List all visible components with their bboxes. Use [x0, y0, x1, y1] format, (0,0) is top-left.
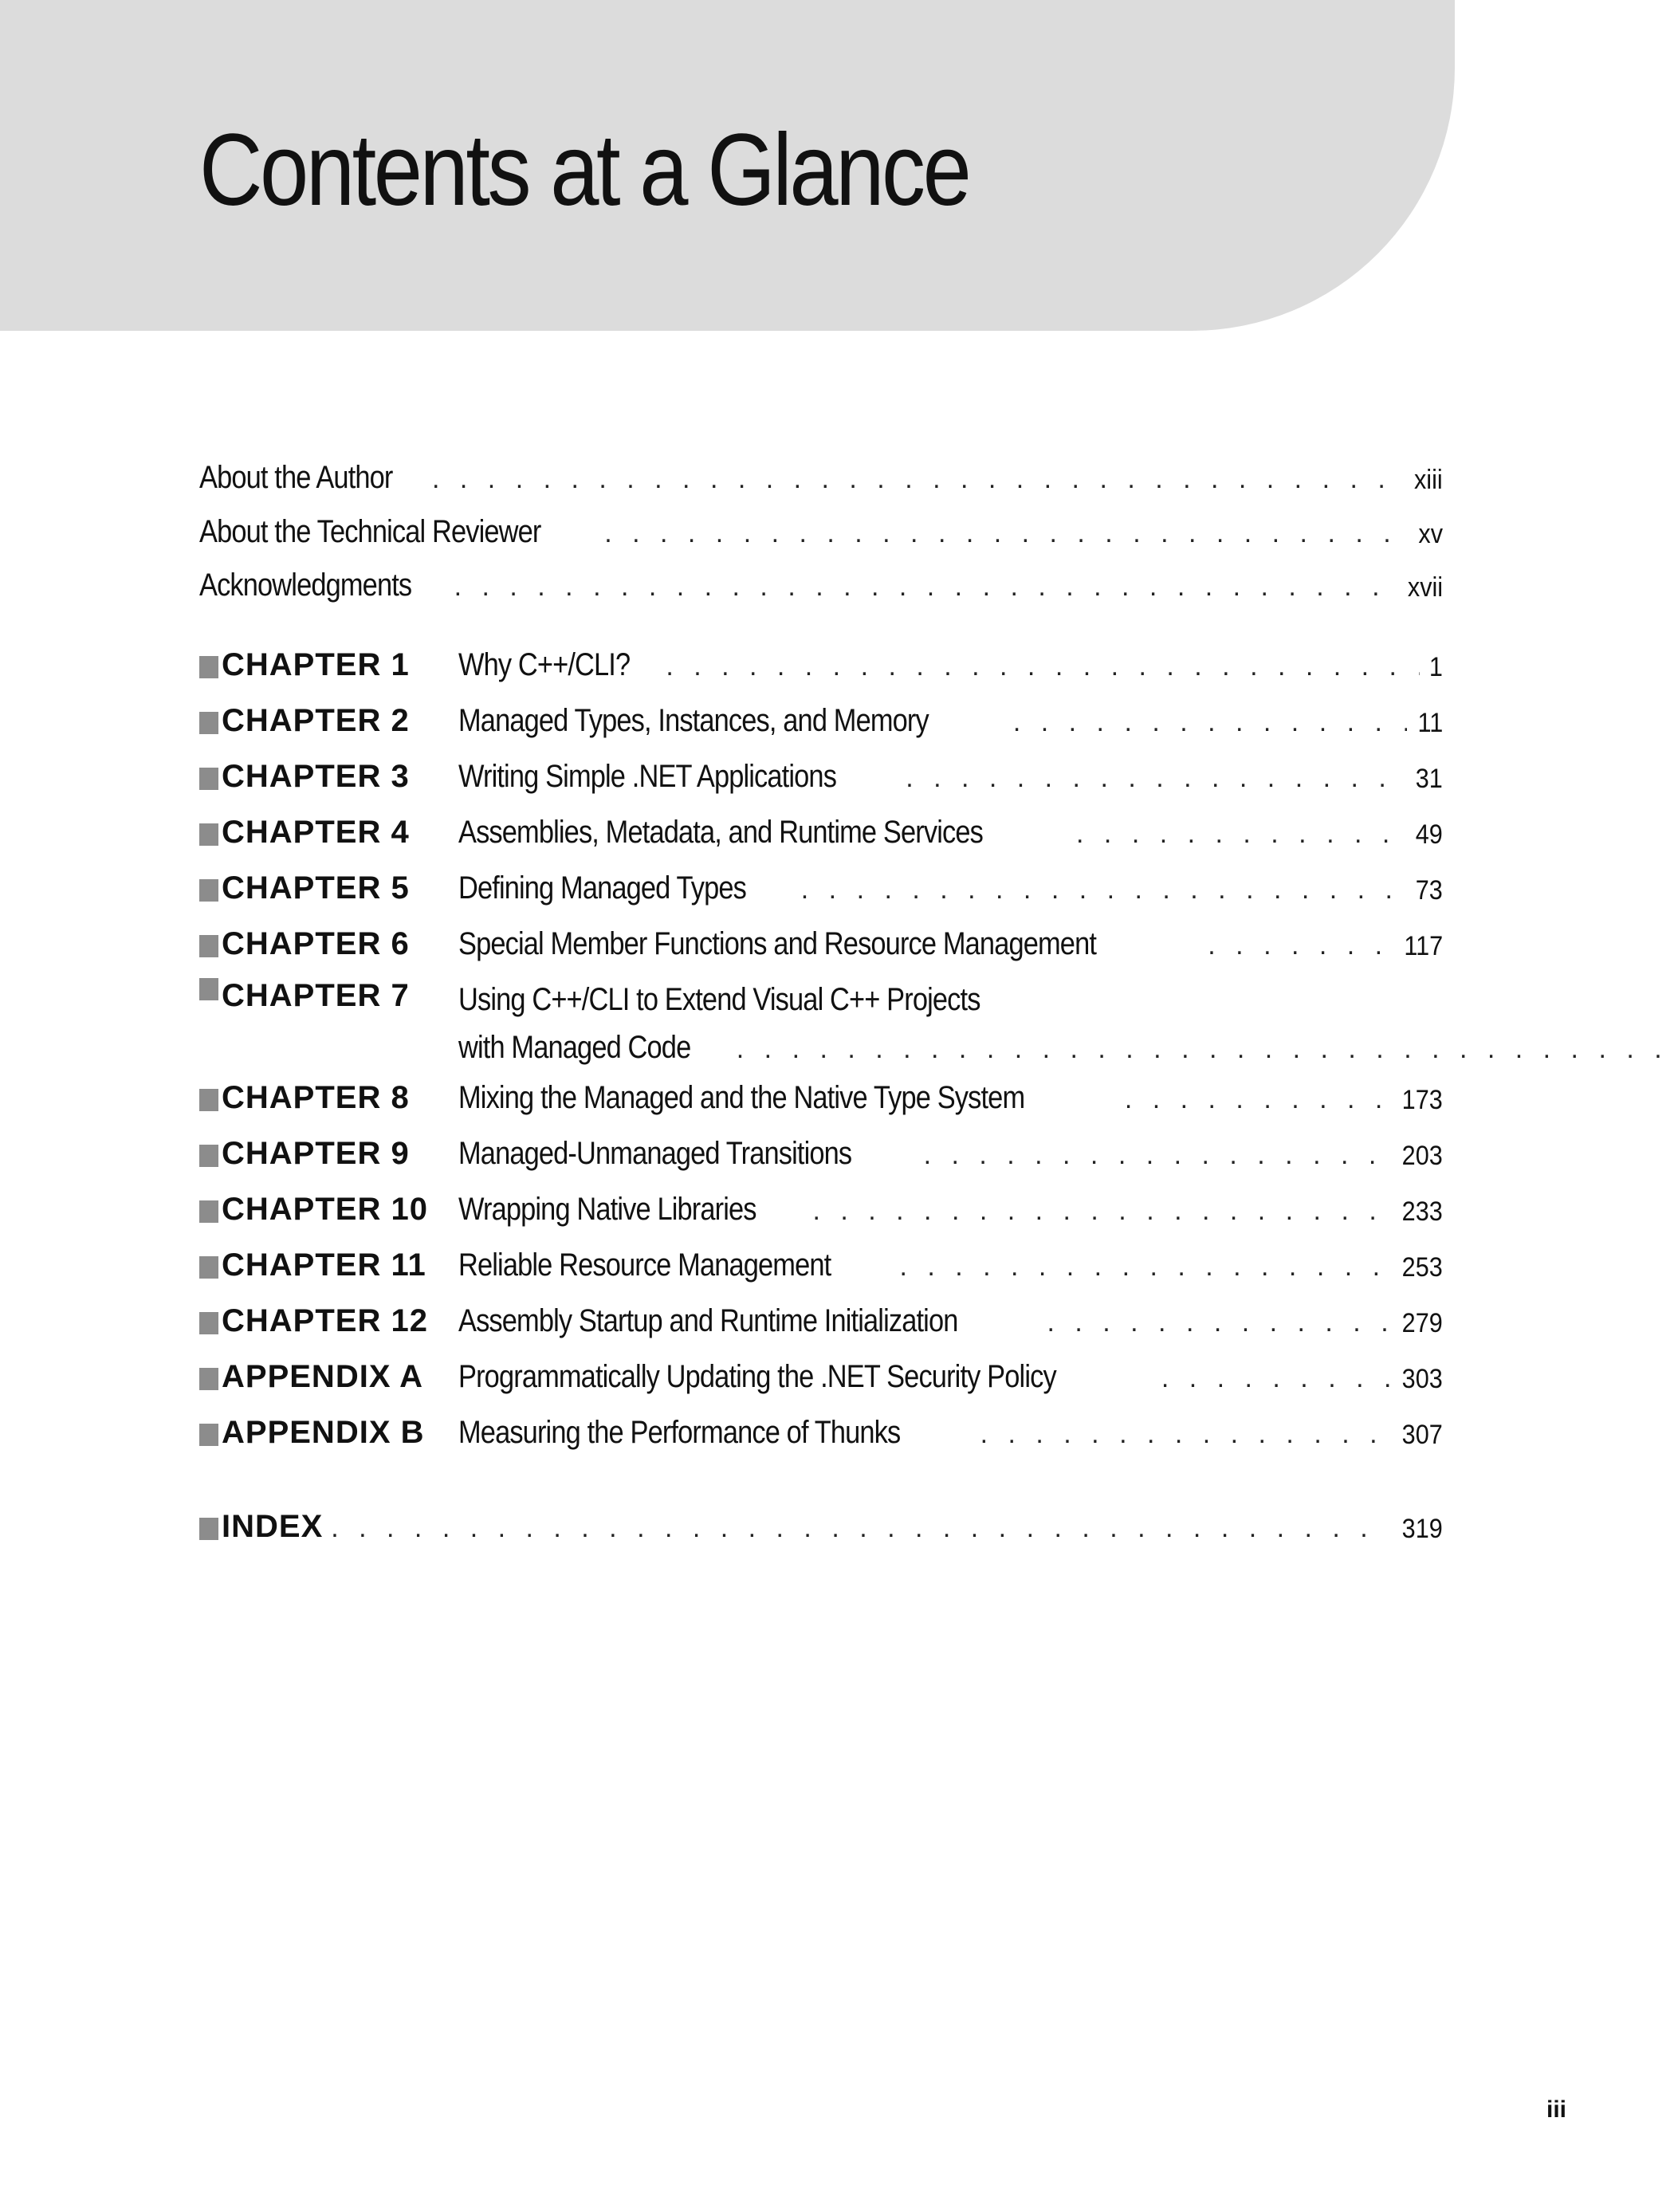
- dot-leader: [812, 1197, 1389, 1228]
- dot-leader: [331, 1515, 1389, 1545]
- toc-entry-chapter-2[interactable]: [199, 691, 1443, 739]
- toc-page-number: xiii: [1414, 465, 1443, 495]
- chapter-title: Defining Managed Types: [458, 870, 747, 906]
- dot-leader: [801, 876, 1405, 906]
- toc-entry-acknowledgments[interactable]: [199, 556, 1443, 603]
- bullet-square-icon: [199, 768, 218, 790]
- bullet-square-icon: [199, 1145, 218, 1167]
- chapter-title: Reliable Resource Management: [458, 1247, 831, 1283]
- bullet-square-icon: [199, 978, 218, 1000]
- chapter-title: Mixing the Managed and the Native Type System: [458, 1080, 1025, 1115]
- toc-page-number: 1: [1428, 652, 1443, 682]
- bullet-square-icon: [199, 1518, 218, 1540]
- dot-leader: [1013, 709, 1407, 739]
- toc-page-number: 303: [1401, 1364, 1443, 1394]
- page-folio: iii: [1546, 2096, 1567, 2123]
- chapter-prefix: CHAPTER 4: [222, 815, 410, 850]
- bullet-square-icon: [199, 1312, 218, 1334]
- dot-leader: [980, 1420, 1390, 1451]
- chapter-title: Assembly Startup and Runtime Initialization: [458, 1303, 958, 1338]
- toc-entry-about-author[interactable]: [199, 448, 1443, 496]
- toc-entry-chapter-9[interactable]: [199, 1124, 1443, 1172]
- toc-entry-appendix-a[interactable]: [199, 1347, 1443, 1395]
- chapter-title: Wrapping Native Libraries: [458, 1192, 756, 1227]
- page-title: Contents at a Glance: [199, 113, 969, 227]
- toc-entry-chapter-3[interactable]: [199, 747, 1443, 795]
- dot-leader: [1161, 1365, 1389, 1395]
- toc-entry-appendix-b[interactable]: [199, 1403, 1443, 1451]
- toc-entry-label: About the Technical Reviewer: [199, 514, 541, 549]
- chapter-title: Assemblies, Metadata, and Runtime Services: [458, 815, 983, 850]
- index-label: INDEX: [222, 1509, 324, 1544]
- toc-entry-label: About the Author: [199, 460, 393, 495]
- chapter-title: Writing Simple .NET Applications: [458, 759, 837, 794]
- bullet-square-icon: [199, 879, 218, 902]
- toc-entry-chapter-1[interactable]: [199, 635, 1443, 683]
- chapter-prefix: CHAPTER 2: [222, 703, 410, 738]
- toc-entry-label: Acknowledgments: [199, 568, 412, 603]
- dot-leader: [1047, 1309, 1389, 1339]
- chapter-prefix: CHAPTER 10: [222, 1192, 428, 1227]
- bullet-square-icon: [199, 1089, 218, 1111]
- dot-leader: [1125, 1086, 1389, 1116]
- dot-leader: [1208, 932, 1392, 962]
- toc-page-number: 203: [1401, 1141, 1443, 1171]
- appendix-title: Measuring the Performance of Thunks: [458, 1415, 901, 1450]
- toc-entry-chapter-4[interactable]: [199, 803, 1443, 851]
- toc-page-number: 117: [1404, 931, 1443, 961]
- toc-entry-chapter-12[interactable]: [199, 1291, 1443, 1339]
- toc-page-number: 253: [1401, 1252, 1443, 1283]
- dot-leader: [432, 466, 1403, 496]
- toc-page-number: 49: [1415, 819, 1443, 850]
- toc-entry-chapter-5[interactable]: [199, 858, 1443, 906]
- bullet-square-icon: [199, 1368, 218, 1390]
- toc-entry-chapter-10[interactable]: [199, 1180, 1443, 1228]
- toc-page-number: 73: [1415, 875, 1443, 906]
- toc-entry-index[interactable]: [199, 1497, 1443, 1545]
- toc-entry-chapter-7[interactable]: [199, 970, 1443, 1066]
- chapter-title: Special Member Functions and Resource Management: [458, 926, 1097, 961]
- chapter-title: Managed Types, Instances, and Memory: [458, 703, 929, 738]
- toc-entry-chapter-11[interactable]: [199, 1236, 1443, 1283]
- chapter-title-line1: Using C++/CLI to Extend Visual C++ Projects: [458, 982, 980, 1017]
- dot-leader: [666, 653, 1420, 683]
- chapter-prefix: CHAPTER 7: [222, 978, 410, 1013]
- chapter-title: Managed-Unmanaged Transitions: [458, 1136, 852, 1171]
- chapter-title-line2: with Managed Code: [458, 1030, 691, 1065]
- bullet-square-icon: [199, 1200, 218, 1223]
- chapter-prefix: CHAPTER 1: [222, 647, 410, 682]
- dot-leader: [899, 1253, 1389, 1283]
- toc-page-number: 173: [1401, 1085, 1443, 1115]
- chapter-prefix: CHAPTER 8: [222, 1080, 410, 1115]
- toc-page-number: 233: [1401, 1196, 1443, 1227]
- toc-page-number: xv: [1418, 519, 1443, 549]
- bullet-square-icon: [199, 656, 218, 678]
- toc-page-number: 307: [1401, 1420, 1443, 1450]
- toc-page-number: 319: [1401, 1514, 1443, 1544]
- bullet-square-icon: [199, 1256, 218, 1279]
- dot-leader: [1076, 820, 1405, 851]
- bullet-square-icon: [199, 1424, 218, 1446]
- toc-entry-technical-reviewer[interactable]: [199, 502, 1443, 550]
- dot-leader: [604, 520, 1408, 550]
- appendix-prefix: APPENDIX A: [222, 1359, 424, 1394]
- toc-page-number: 279: [1401, 1308, 1443, 1338]
- bullet-square-icon: [199, 823, 218, 846]
- chapter-prefix: CHAPTER 11: [222, 1247, 426, 1283]
- appendix-prefix: APPENDIX B: [222, 1415, 425, 1450]
- toc-page-number: 31: [1415, 764, 1443, 794]
- toc-page-number: 11: [1417, 708, 1443, 738]
- appendix-title: Programmatically Updating the .NET Security Policy: [458, 1359, 1056, 1394]
- dot-leader: [924, 1141, 1390, 1172]
- chapter-prefix: CHAPTER 12: [222, 1303, 428, 1338]
- chapter-prefix: CHAPTER 9: [222, 1136, 410, 1171]
- toc-entry-chapter-6[interactable]: [199, 914, 1443, 962]
- dot-leader: [737, 1035, 1674, 1066]
- chapter-title: Why C++/CLI?: [458, 647, 631, 682]
- bullet-square-icon: [199, 712, 218, 734]
- dot-leader: [906, 764, 1405, 795]
- chapter-prefix: CHAPTER 6: [222, 926, 410, 961]
- dot-leader: [454, 573, 1396, 603]
- chapter-prefix: CHAPTER 5: [222, 870, 410, 906]
- chapter-prefix: CHAPTER 3: [222, 759, 410, 794]
- toc-page-number: xvii: [1407, 572, 1443, 603]
- toc-entry-chapter-8[interactable]: [199, 1068, 1443, 1116]
- bullet-square-icon: [199, 935, 218, 957]
